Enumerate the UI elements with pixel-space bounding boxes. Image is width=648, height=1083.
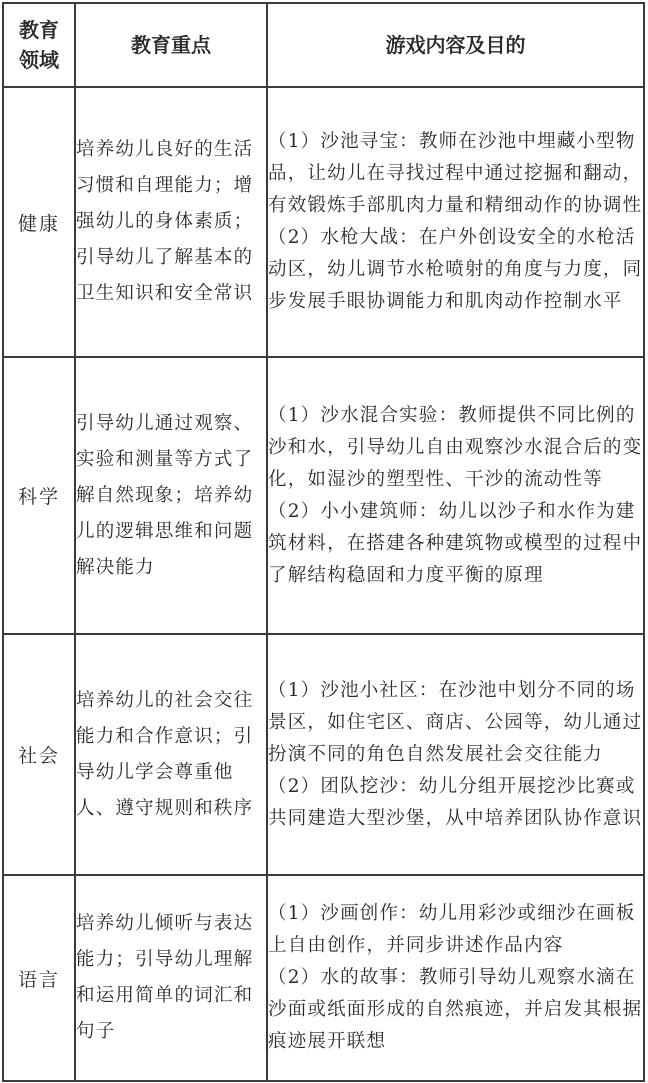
games-cell — [267, 875, 644, 1081]
table-header-row — [3, 3, 644, 87]
domain-cell: 社会 — [3, 634, 75, 875]
focus-cell: 培养幼儿良好的生活习惯和自理能力；增强幼儿的身体素质；引导幼儿了解基本的卫生知识和安全常识 — [75, 87, 267, 357]
education-table — [2, 2, 645, 1082]
header-games: 游戏内容及目的 — [267, 3, 644, 87]
game-item: （1）沙池寻宝：教师在沙池中埋藏小型物品，让幼儿在寻找过程中通过挖掘和翻动，有效锻炼手部肌肉力量和精细动作的协调性 — [268, 131, 643, 216]
header-domain — [3, 3, 75, 87]
domain-cell: 健康 — [3, 87, 75, 357]
game-item: （2）团队挖沙：幼儿分组开展挖沙比赛或共同建造大型沙堡，从中培养团队协作意识 — [268, 775, 643, 829]
game-item: （1）沙池小社区：在沙池中划分不同的场景区，如住宅区、商店、公园等，幼儿通过扮演不同的角色自然发展社会交往能力 — [268, 679, 643, 765]
header-domain-text: 教育领域 — [19, 18, 59, 72]
focus-cell: 引导幼儿通过观察、实验和测量等方式了解自然现象；培养幼儿的逻辑思维和问题解决能力 — [75, 357, 267, 634]
games-cell — [267, 357, 644, 634]
domain-cell: 语言 — [3, 875, 75, 1081]
table-row-social — [3, 634, 644, 875]
game-item: （2）水的故事：教师引导幼儿观察水滴在沙面或纸面形成的自然痕迹，并启发其根据痕迹展开联想 — [268, 967, 643, 1052]
domain-cell: 科学 — [3, 357, 75, 634]
games-cell — [267, 87, 644, 357]
games-cell — [267, 634, 644, 875]
header-focus: 教育重点 — [75, 3, 267, 87]
focus-cell: 培养幼儿倾听与表达能力；引导幼儿理解和运用简单的词汇和句子 — [75, 875, 267, 1081]
focus-cell: 培养幼儿的社会交往能力和合作意识；引导幼儿学会尊重他人、遵守规则和秩序 — [75, 634, 267, 875]
table-row-science — [3, 357, 644, 634]
game-item: （2）小小建筑师：幼儿以沙子和水作为建筑材料，在搭建各种建筑物或模型的过程中了解结构稳固和力度平衡的原理 — [268, 500, 643, 586]
table-row-health — [3, 87, 644, 357]
game-item: （1）沙画创作：幼儿用彩沙或细沙在画板上自由创作，并同步讲述作品内容 — [268, 903, 636, 956]
game-item: （2）水枪大战：在户外创设安全的水枪活动区，幼儿调节水枪喷射的角度与力度，同步发展手眼协调能力和肌肉动作控制水平 — [268, 227, 643, 312]
table-row-language — [3, 875, 644, 1081]
game-item: （1）沙水混合实验：教师提供不同比例的沙和水，引导幼儿自由观察沙水混合后的变化，如湿沙的塑型性、干沙的流动性等 — [268, 404, 643, 490]
